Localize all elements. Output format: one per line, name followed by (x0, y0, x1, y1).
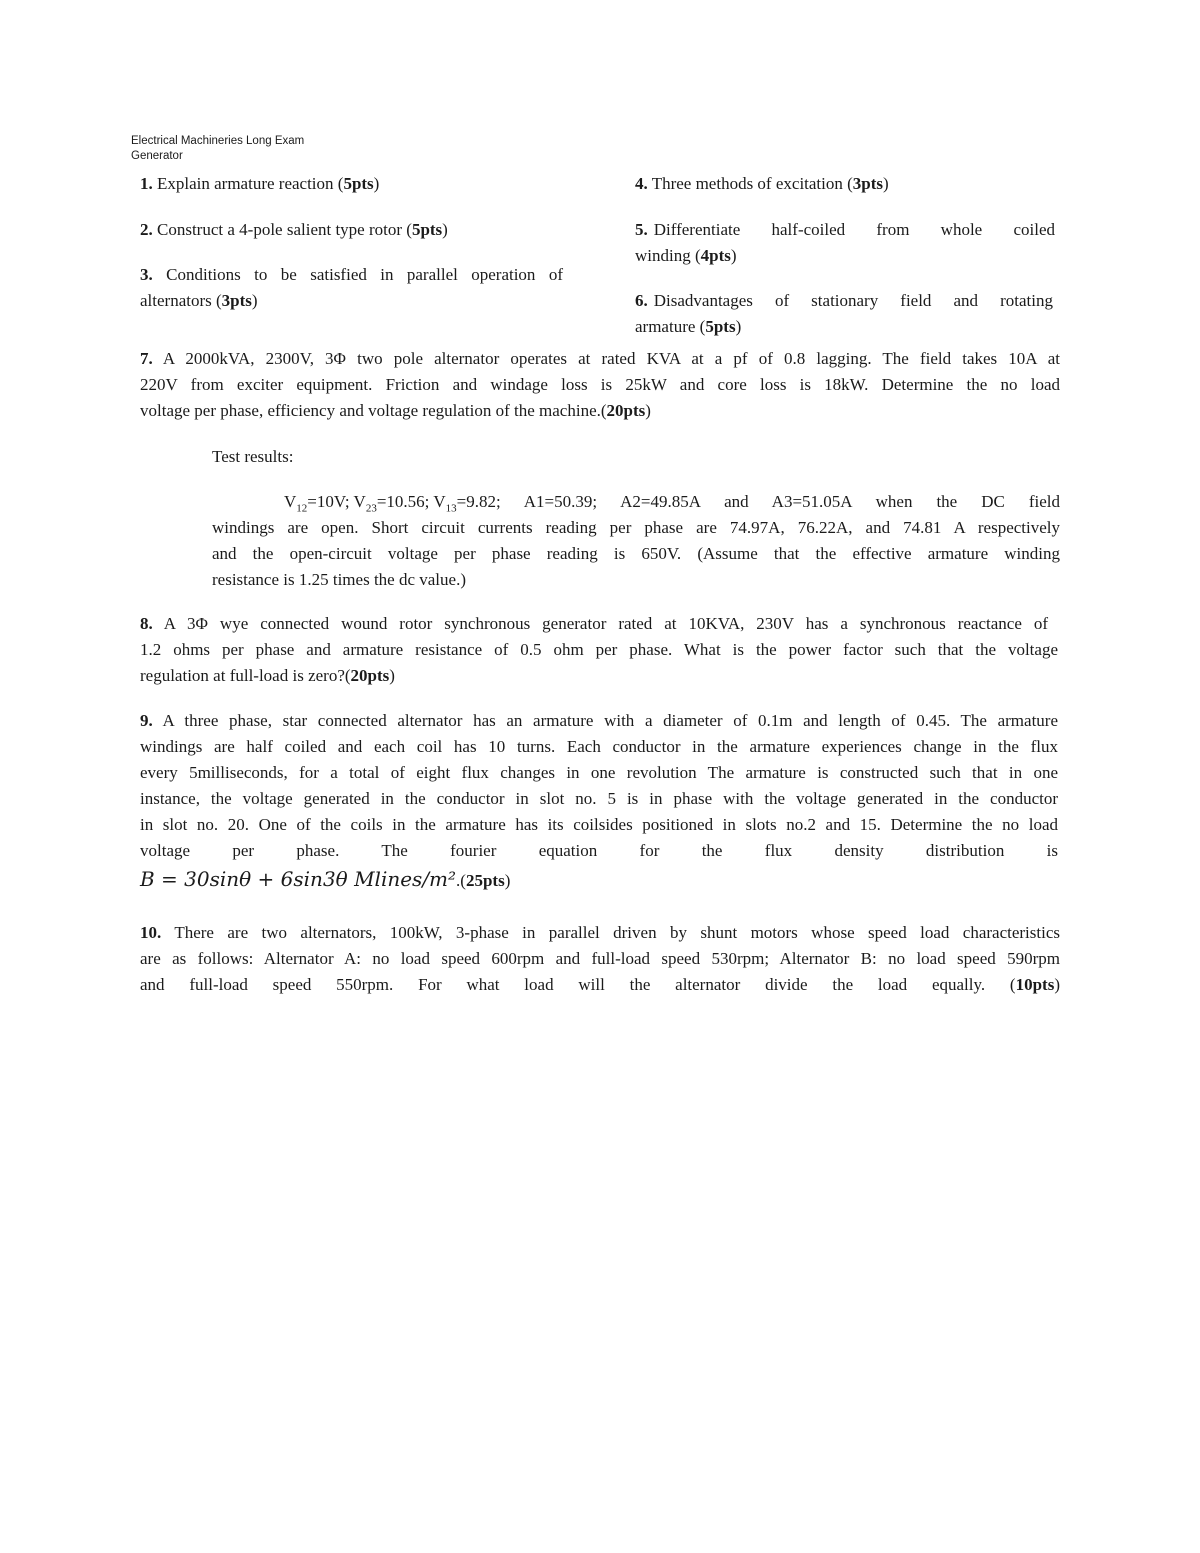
points: 3pts (852, 174, 884, 193)
question-number: 5. (635, 220, 648, 239)
question-8: 8. A 3Φ wye connected wound rotor synchronous generator rated at 10KVA, 230V has a synchronous reactance of 1.2 ohms per phase and armature resistance of 0.5 ohm per phase. What is the power factor such that the voltage regulation at full-load is zero?(20pts) (140, 614, 1058, 685)
question-4: 4. Three methods of excitation (3pts) (635, 174, 889, 193)
document-header (131, 134, 304, 164)
points: 10pts (1015, 975, 1055, 994)
points: 25pts (465, 871, 505, 890)
question-number: 9. (140, 711, 153, 730)
question-number: 1. (140, 174, 153, 193)
points: 5pts (411, 220, 443, 239)
question-number: 4. (635, 174, 648, 193)
test-results-label: Test results: (212, 447, 294, 466)
points: 20pts (350, 666, 390, 685)
question-2: 2. Construct a 4-pole salient type rotor (5pts) (140, 220, 448, 239)
flux-density-formula: B = 30sinθ + 6sin3θ Mlines/m² (140, 867, 457, 891)
question-number: 8. (140, 614, 153, 633)
question-number: 10. (140, 923, 162, 942)
question-7: 7. A 2000kVA, 2300V, 3Φ two pole alternator operates at rated KVA at a pf of 0.8 lagging. The field takes 10A at 220V from exciter equipment. Friction and windage loss is 25kW and core loss is 18kW. Determine the no load voltage per phase, efficiency and voltage regulation of the machine.(20pts) (140, 349, 1060, 420)
question-1: 1. Explain armature reaction (5pts) (140, 174, 380, 193)
question-number: 3. (140, 265, 153, 284)
points: 20pts (606, 401, 646, 420)
points: 3pts (221, 291, 252, 310)
question-3: 3. Conditions to be satisfied in parallel operation of alternators (3pts) (140, 265, 563, 310)
question-5: 5. Differentiate half-coiled from whole coiled winding (4pts) (635, 220, 1055, 265)
points: 5pts (705, 317, 736, 336)
points: 4pts (700, 246, 731, 265)
question-9: 9. A three phase, star connected alternator has an armature with a diameter of 0.1m and length of 0.45. The armature windings are half coiled and each coil has 10 turns. Each conductor in the armature experiences change in the flux every 5milliseconds, for a total of eight flux changes in one revolution The armature is constructed such that in one instance, the voltage generated in the conductor in slot no. 5 is in phase with the voltage generated in the conductor in slot no. 20. One of the coils in the armature has its coilsides positioned in slots no.2 and 15. Determine the no load voltage per phase. The fourier equation for the flux density distribution is B = 30sinθ + 6sin3θ Mlines/m².(25pts) (140, 711, 1058, 891)
question-number: 2. (140, 220, 153, 239)
question-number: 7. (140, 349, 153, 368)
question-10: 10. There are two alternators, 100kW, 3-phase in parallel driven by shunt motors whose speed load characteristics are as follows: Alternator A: no load speed 600rpm and full-load speed 530rpm; Alternator B: no load speed 590rpm and full-load speed 550rpm. For what load will the alternator divide the load equally. ( 10pts ) (140, 920, 1060, 998)
question-number: 6. (635, 291, 648, 310)
test-results-body: $V_{12}=10V$; $V_{23}=10.56$; $V_{13}$ =9.82; A1=50.39; A2=49.85A and A3=51.05A when the DC field windings are open. Short circuit currents reading per phase are 74.97A, 76.22A, and 74.81 A respectively and the open-circuit voltage per phase reading is 650V. (Assume that the effective armature winding resistance is 1.25 times the dc value.) (212, 492, 1060, 589)
question-6: 6. Disadvantages of stationary field and rotating armature (5pts) (635, 291, 1053, 336)
points: 5pts (343, 174, 374, 193)
exam-title: Electrical Machineries Long Exam (131, 135, 305, 147)
exam-subtitle: Generator (131, 150, 183, 162)
